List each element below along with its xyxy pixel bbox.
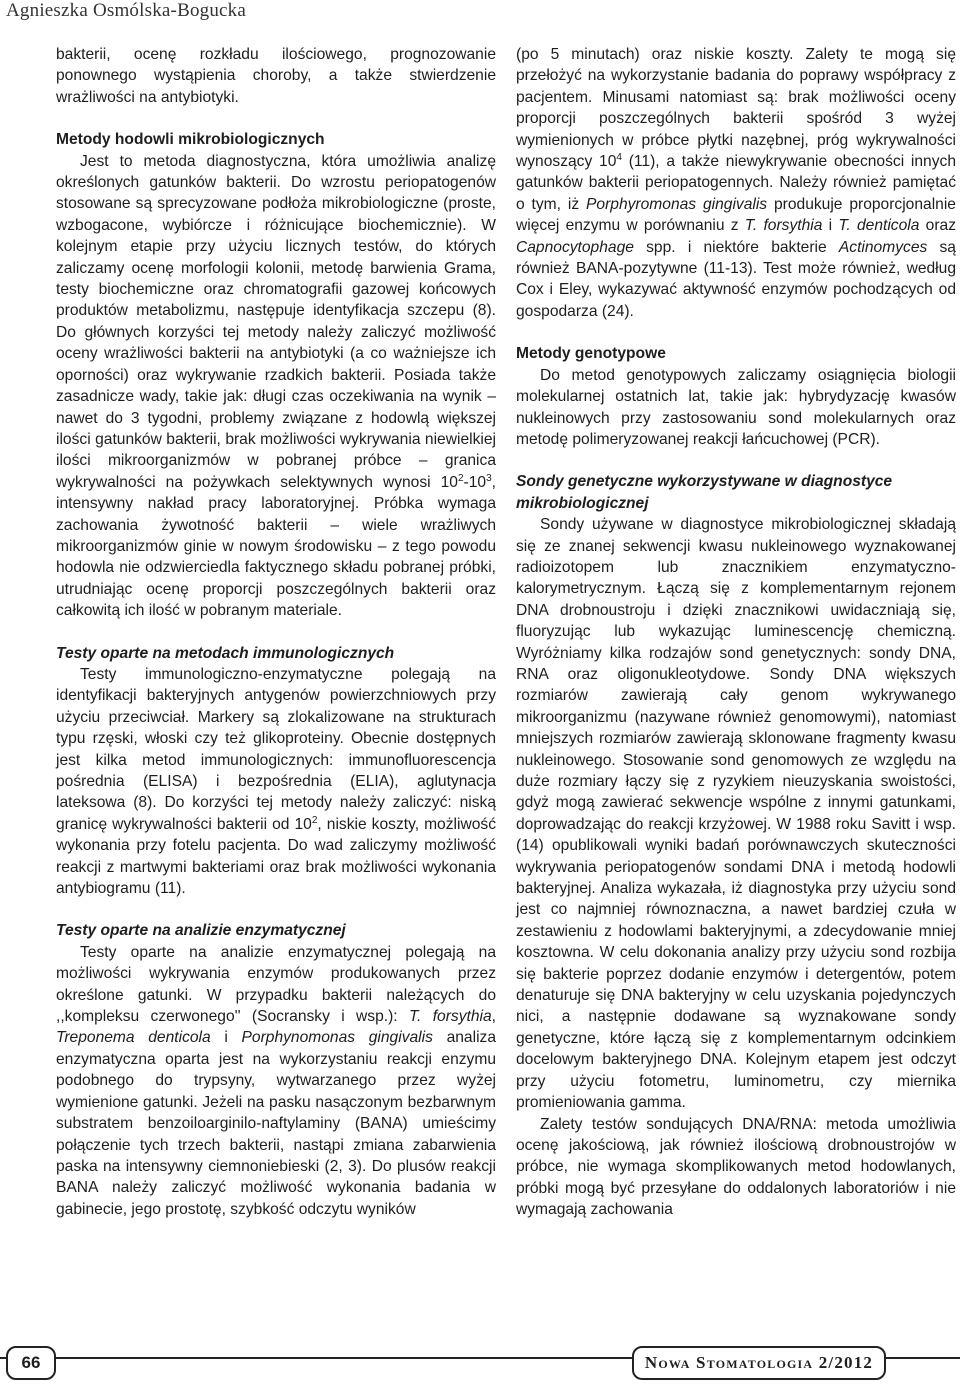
paragraph-genotypic-methods: Do metod genotypowych zaliczamy osiągnięcia biologii molekularnej ostatnich lat, takie jak: hybrydyzację kwasów nukleinowych przy zastosowaniu sond molekularnych oraz metodę polimeryzowanej reakcji łańcuchowej (PCR). xyxy=(516,366,956,448)
journal-title: Nowa Stomatologia 2/2012 xyxy=(632,1346,886,1380)
section-heading-immunological-tests: Testy oparte na metodach immunologicznych xyxy=(56,644,395,662)
section-heading-culture-methods: Metody hodowli mikrobiologicznych xyxy=(56,131,325,149)
paragraph-enzymatic-continued: (po 5 minutach) oraz niskie koszty. Zalety te mogą się przełożyć na wykorzystanie badania do poprawy współpracy z pacjentem. Minusami natomiast są: brak możliwości oceny proporcji poszczególnych bakterii spośród 3 wyżej wymienionych w próbce płytki nazębnej, próg wykrywalności wynoszący $10^4$ (11), a także niewykrywanie obecności innych gatunków bakterii periopatogennych. Należy również pamiętać o tym, iż Porphyromonas gingivalis produkuje proporcjonalnie więcej enzymu w porównaniu z T. forsythia i T. denticola oraz Capnocytophage spp. i niektóre bakterie Actinomyces są również BANA-pozytywne (11-13). Test może również, według Cox i Eley, wykazywać aktywność enzymów pochodzących od gospodarza (24). xyxy=(516,46,956,320)
right-column xyxy=(516,44,956,1221)
left-column xyxy=(56,44,496,1220)
section-heading-genetic-probes: Sondy genetyczne wykorzystywane w diagnostyce mikrobiologicznej xyxy=(516,473,893,512)
section-heading-genotypic-methods: Metody genotypowe xyxy=(516,345,666,363)
paragraph-culture-methods: Jest to metoda diagnostyczna, która umożliwia analizę określonych gatunków bakterii. Do wzrostu periopatogenów stosowane są sprecyzowane podłoża mikrobiologiczne (proste, wzbogacone, wybiórcze i różnicujące biochemicznie). W kolejnym etapie przy użyciu licznych testów, do których zaliczamy ocenę morfologii kolonii, metodę barwienia Grama, testy biochemiczne oraz chromatografii gazowej końcowych produktów metabolizmu, następuje identyfikacja szczepu (8). Do głównych korzyści tej metody należy zaliczyć możliwość oceny wrażliwości bakterii na antybiotyki (a co ważniejsze ich oporności) oraz wykrywanie rzadkich bakterii. Posiada także zasadnicze wady, takie jak: długi czas oczekiwania na wynik – nawet do 3 tygodni, problemy związane z hodowlą większej ilości gatunków bakterii, brak możliwości wykrywania niewielkiej ilości mikroorganizmów w pobranej próbce – granica wykrywalności na pożywkach selektywnych wynosi $10^2-10^3$, intensywny nakład pracy laboratoryjnej. Próbka wymaga zachowania żywotność bakterii – wiele wrażliwych mikroorganizmów ginie w nowym środowisku – z tego powodu hodowla nie odzwierciedla faktycznego składu pobranej próbki, utrudniając ocenę proporcji poszczególnych bakterii oraz całkowitą ich ilość w pobranym materiale. xyxy=(56,152,496,620)
paragraph-enzymatic-tests: Testy oparte na analizie enzymatycznej polegają na możliwości wykrywania enzymów produkowanych przez określone gatunki. W przypadku bakterii należących do ,,kompleksu czerwonego'' (Socransky i wsp.): T. forsythia, Treponema denticola i Porphynomonas gingivalis analiza enzymatyczna oparta jest na wykorzystaniu reakcji enzymu podobnego do trypsyny, wytwarzanego przez wyżej wymienione gatunki. Jeżeli na pasku nasączonym bezbarwnym substratem benzoiloarginilo-naftylaminy (BANA) umieścimy połączenie tych trzech bakterii, nastąpi zmiana zabarwienia paska na intensywny ciemnoniebieski (2, 3). Do plusów reakcji BANA należy zaliczyć możliwość wykonania badania w gabinecie, jego prostotę, szybkość odczytu wyników xyxy=(56,943,497,1218)
paragraph-immunological-tests: Testy immunologiczno-enzymatyczne polegają na identyfikacji bakteryjnych antygenów powierzchniowych przy użyciu przeciwciał. Markery są zlokalizowane na strukturach typu rzęski, włoski czy też glikoproteiny. Obecnie dostępnych jest kilka metod immunologicznych: immunofluorescencja pośrednia (ELISA) i bezpośrednia (ELIA), aglutynacja lateksowa (8). Do korzyści tej metody należy zaliczyć: niską granicę wykrywalności bakterii od $10^2$, niskie koszty, możliwość wykonania przy fotelu pacjenta. Do wad zaliczymy możliwość reakcji z martwymi bakteriami oraz brak możliwości wykonania antybiogramu (11). xyxy=(56,665,496,898)
paragraph-genetic-probes: Sondy używane w diagnostyce mikrobiologicznej składają się ze znanej sekwencji kwasu nukleinowego wyznakowanej radioizotopem lub znacznikiem enzymatyczno-kalorymetrycznym. Łączą się z komplementarnym rejonem DNA drobnoustroju i dzięki znacznikowi uwidaczniają się, fluoryzując lub wykazując luminescencję chemiczną. Wyróżniamy kilka rodzajów sond genetycznych: sondy DNA, RNA oraz oligonukleotydowe. Sondy DNA większych rozmiarów zawierają cały genom wykrywanego mikroorganizmu (nazywane również genomowymi), natomiast mniejszych rozmiarów zawierają sklonowane fragmenty kwasu nukleinowego. Stosowanie sond genomowych ze względu na duże rozmiary łączy się z ryzykiem nieuzyskania swoistości, gdyż mogą zawierać sekwencje wspólne z innymi gatunkami, doprowadzając do reakcji krzyżowej. W 1988 roku Savitt i wsp. (14) opublikowali wyniki badań porównawczych skuteczności wykrywania periopatogenów sondami DNA i metodą hodowli bakteryjnej. Analiza wykazała, iż diagnostyka przy użyciu sond jest co najmniej równoznaczna, a nawet bardziej czuła w zestawieniu z hodowlami bakteryjnymi, a zdecydowanie mniej kosztowna. W celu dokonania analizy przy użyciu sond rozbija się bakterie poprzez dodanie enzymów i detergentów, potem denaturuje się DNA bakteryjny w celu uzyskania pojedynczych nici, a następnie dodawane są wyznakowane sondy genetyczne, które łączą się z komplementarnym odcinkiem docelowym bakteryjnego DNA. Kolejnym etapem jest odczyt przy użyciu fotometru, luminometru, czy miernika promieniowania gamma. xyxy=(516,516,956,1112)
page-number: 66 xyxy=(6,1346,56,1380)
section-heading-enzymatic-tests: Testy oparte na analizie enzymatycznej xyxy=(56,922,346,940)
paragraph-probe-advantages: Zalety testów sondujących DNA/RNA: metoda umożliwia ocenę jakościową, jak również ilościową drobnoustrojów w próbce, nie wymaga skomplikowanych metod hodowlanych, próbki mogą być przesyłane do oddalonych laboratoriów i nie wymagają zachowania xyxy=(516,1115,956,1219)
paragraph-intro: bakterii, ocenę rozkładu ilościowego, prognozowanie ponownego wystąpienia choroby, a także stwierdzenie wrażliwości na antybiotyki. xyxy=(56,46,496,106)
running-head-author: Agnieszka Osmólska-Bogucka xyxy=(6,0,247,21)
